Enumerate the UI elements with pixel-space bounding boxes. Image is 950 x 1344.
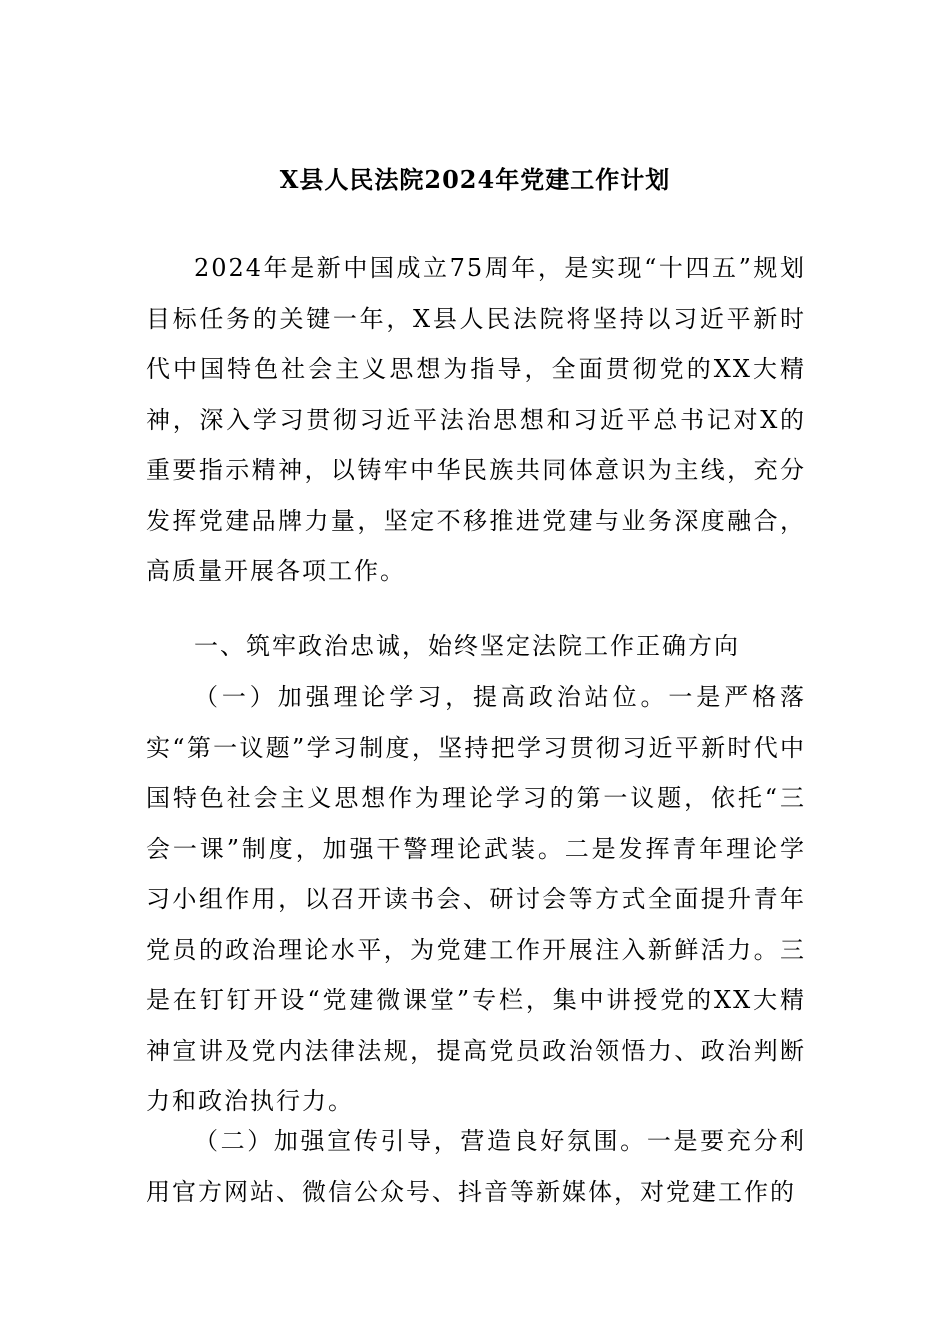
section-1-paragraph-1: （一）加强理论学习，提高政治站位。一是严格落实“第一议题”学习制度，坚持把学习贯彻习近平新时代中国特色社会主义思想作为理论学习的第一议题，依托“三会一课”制度，加强干警理论武装。二是发挥青年理论学习小组作用，以召开读书会、研讨会等方式全面提升青年党员的政治理论水平，为党建工作开展注入新鲜活力。三是在钉钉开设“党建微课堂”专栏，集中讲授党的XX大精神宣讲及党内法律法规，提高党员政治领悟力、政治判断力和政治执行力。: [146, 683, 806, 1115]
section-heading-1: 一、筑牢政治忠诚，始终坚定法院工作正确方向: [194, 632, 740, 660]
intro-paragraph: 2024年是新中国成立75周年，是实现“十四五”规划目标任务的关键一年，X县人民法院将坚持以习近平新时代中国特色社会主义思想为指导，全面贯彻党的XX大精神，深入学习贯彻习近平法治思想和习近平总书记对X的重要指示精神，以铸牢中华民族共同体意识为主线，充分发挥党建品牌力量，坚定不移推进党建与业务深度融合，高质量开展各项工作。: [146, 254, 806, 585]
document-title: X县人民法院2024年党建工作计划: [279, 165, 671, 194]
section-1-paragraph-2: （二）加强宣传引导，营造良好氛围。一是要充分利用官方网站、微信公众号、抖音等新媒体，对党建工作的: [146, 1127, 806, 1206]
